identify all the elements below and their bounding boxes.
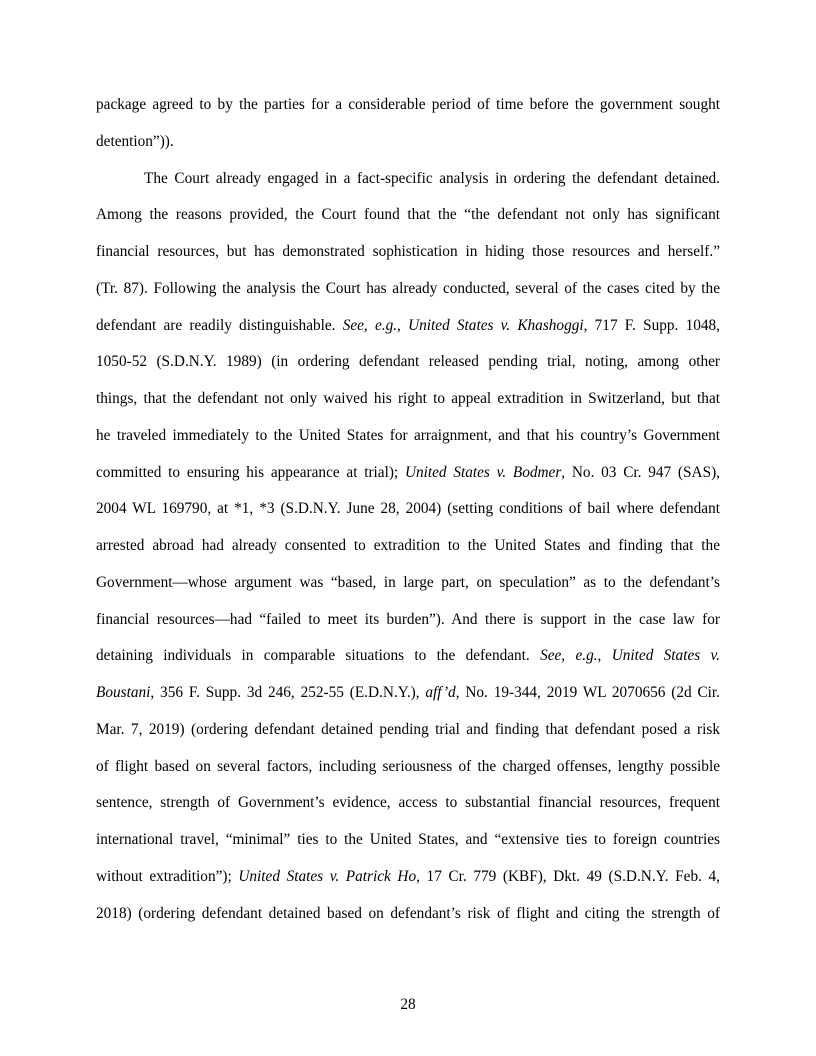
- text-line: things, that the defendant not only waived his right to appeal extradition in Switzerland, but that: [96, 390, 720, 407]
- text-line: The Court already engaged in a fact-specific analysis in ordering the defendant detained.: [144, 169, 720, 187]
- text-segment: ,: [397, 316, 409, 334]
- text-segment: defendant are readily distinguishable.: [96, 316, 343, 334]
- text-line: 2018) (ordering defendant detained based on defendant’s risk of flight and citing the strength of: [96, 904, 720, 922]
- text-segment: , 17 Cr. 779 (KBF), Dkt. 49 (S.D.N.Y. Feb. 4,: [416, 867, 720, 885]
- body-text: [96, 91, 720, 936]
- italic-citation: United States v. Khashoggi: [408, 316, 584, 334]
- text-segment: without extradition”);: [96, 867, 239, 885]
- text-segment: , No. 03 Cr. 947 (SAS),: [561, 463, 720, 481]
- italic-citation: Boustani: [96, 684, 151, 701]
- text-line: Among the reasons provided, the Court found that the “the defendant not only has significant: [96, 206, 720, 224]
- italic-citation: United States v.: [611, 647, 720, 665]
- text-line: he traveled immediately to the United States for arraignment, and that his country’s Government: [96, 426, 720, 444]
- text-line: Mar. 7, 2019) (ordering defendant detained pending trial and finding that defendant posed a risk: [96, 720, 720, 738]
- text-line: detention”)).: [96, 132, 174, 150]
- text-segment: ,: [597, 647, 612, 665]
- text-segment: committed to ensuring his appearance at trial);: [96, 463, 405, 481]
- text-segment: detaining individuals in comparable situations to the defendant.: [96, 647, 541, 665]
- text-line: [96, 642, 720, 679]
- page-number: 28: [400, 996, 416, 1013]
- text-line: international travel, “minimal” ties to the United States, and “extensive ties to foreign countries: [96, 831, 720, 848]
- italic-citation: aff’d: [425, 684, 456, 701]
- text-line: [96, 312, 720, 349]
- text-line: financial resources—had “failed to meet its burden”). And there is support in the case law for: [96, 610, 720, 628]
- text-line: 2004 WL 169790, at *1, *3 (S.D.N.Y. June 28, 2004) (setting conditions of bail where defendant: [96, 500, 720, 518]
- text-line: sentence, strength of Government’s evidence, access to substantial financial resources, frequent: [96, 794, 720, 812]
- text-segment: , No. 19-344, 2019 WL 2070656 (2d Cir.: [455, 684, 720, 701]
- text-line: [96, 863, 720, 900]
- text-line: arrested abroad had already consented to extradition to the United States and finding that the: [96, 537, 720, 554]
- italic-citation: United States v. Bodmer: [404, 463, 562, 481]
- italic-citation: See, e.g.: [540, 647, 598, 665]
- text-segment: , 717 F. Supp. 1048,: [583, 316, 720, 334]
- text-line: financial resources, but has demonstrated sophistication in hiding those resources and herself.”: [96, 243, 720, 260]
- text-line: of flight based on several factors, including seriousness of the charged offenses, lengthy possible: [96, 757, 720, 775]
- text-segment: , 356 F. Supp. 3d 246, 252-55 (E.D.N.Y.),: [150, 684, 426, 701]
- text-line: [96, 679, 720, 716]
- text-line: 1050-52 (S.D.N.Y. 1989) (in ordering defendant released pending trial, noting, among other: [96, 353, 720, 371]
- text-line: [96, 459, 720, 496]
- text-line: Government—whose argument was “based, in large part, on speculation” as to the defendant’s: [96, 573, 720, 591]
- italic-citation: See, e.g.: [342, 316, 398, 334]
- text-line: (Tr. 87). Following the analysis the Court has already conducted, several of the cases cited by the: [96, 279, 720, 297]
- italic-citation: United States v. Patrick Ho: [238, 867, 417, 885]
- text-line: package agreed to by the parties for a considerable period of time before the government sought: [96, 96, 720, 113]
